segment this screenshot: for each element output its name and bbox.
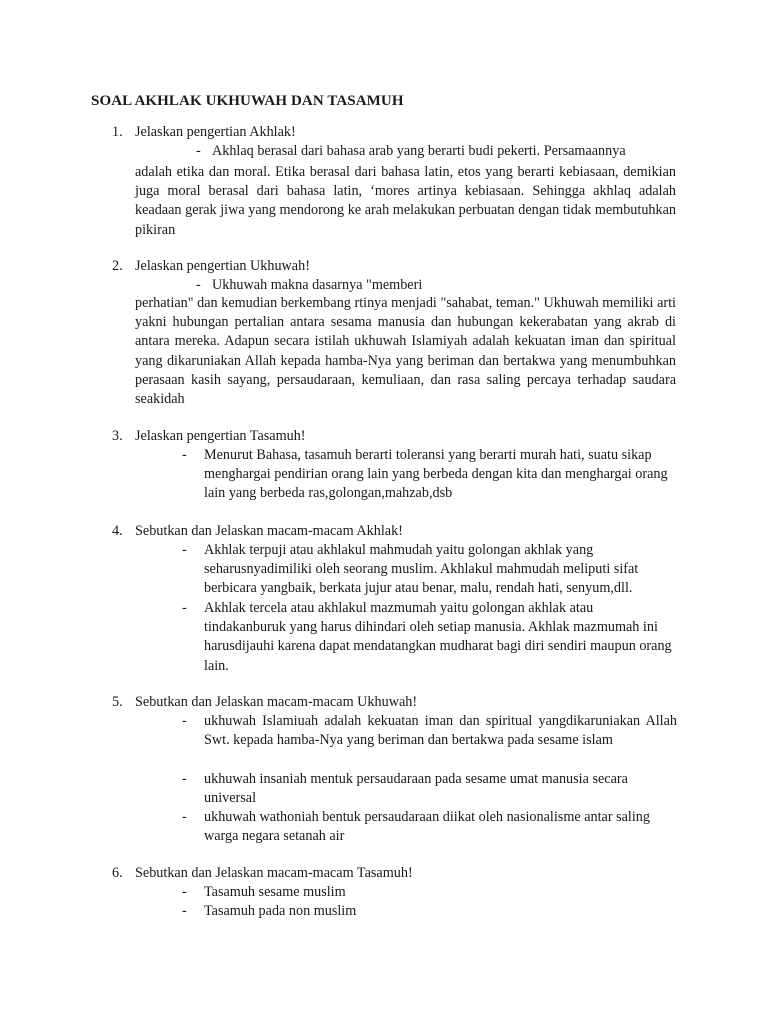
answer-intro: Ukhuwah makna dasarnya "memberi bbox=[212, 277, 423, 294]
question-5 bbox=[0, 693, 768, 845]
question-2 bbox=[0, 257, 768, 408]
question-number: 2. bbox=[112, 258, 123, 274]
answer-bullet bbox=[182, 599, 677, 676]
bullet-text: Akhlak tercela atau akhlakul mazmumah yaitu golongan akhlak atau tindakanburuk yang harus dihindari oleh setiap manusia. Akhlak mazmumah ini harusdijauhi karena dapat mendatangkan mudharat bagi diri sendiri maupun orang lain. bbox=[204, 600, 672, 674]
question-number: 4. bbox=[112, 523, 123, 539]
question-number: 6. bbox=[112, 865, 123, 881]
answer-dash: - bbox=[196, 143, 201, 160]
question-1 bbox=[0, 123, 768, 238]
question-number: 1. bbox=[112, 124, 123, 140]
bullet-dash: - bbox=[182, 542, 187, 558]
bullet-text: Tasamuh sesame muslim bbox=[204, 884, 346, 900]
question-text: Sebutkan dan Jelaskan macam-macam Tasamuh! bbox=[135, 865, 413, 881]
bullet-dash: - bbox=[182, 903, 187, 919]
answer-bullet bbox=[182, 712, 677, 750]
page-title: SOAL AKHLAK UKHUWAH DAN TASAMUH bbox=[91, 93, 404, 109]
bullet-dash: - bbox=[182, 600, 187, 616]
question-text: Jelaskan pengertian Akhlak! bbox=[135, 124, 296, 140]
bullet-text: Tasamuh pada non muslim bbox=[204, 903, 357, 919]
bullet-text: ukhuwah wathoniah bentuk persaudaraan diikat oleh nasionalisme antar saling warga negara setanah air bbox=[204, 809, 650, 845]
question-4 bbox=[0, 522, 768, 674]
bullet-dash: - bbox=[182, 771, 187, 787]
answer-bullet bbox=[182, 541, 677, 599]
question-text: Sebutkan dan Jelaskan macam-macam Ukhuwah! bbox=[135, 694, 418, 710]
bullet-dash: - bbox=[182, 713, 187, 729]
question-text: Jelaskan pengertian Tasamuh! bbox=[135, 428, 306, 444]
bullet-text: ukhuwah insaniah mentuk persaudaraan pada sesame umat manusia secara universal bbox=[204, 771, 628, 807]
answer-dash: - bbox=[196, 277, 201, 294]
answer-bullet bbox=[182, 446, 677, 504]
bullet-dash: - bbox=[182, 884, 187, 900]
question-6 bbox=[0, 864, 768, 919]
answer-bullet bbox=[182, 883, 677, 902]
answer-paragraph: adalah etika dan moral. Etika berasal dari bahasa latin, etos yang berarti kebiasaan, demikian juga moral berasal dari bahasa latin, ‘mores artinya kebiasaan. Sehingga akhlaq adalah keadaan gerak jiwa yang mendorong ke arah melakukan perbuatan dengan tidak membutuhkan pikiran bbox=[135, 164, 676, 238]
question-3 bbox=[0, 427, 768, 502]
bullet-text: Akhlak terpuji atau akhlakul mahmudah yaitu golongan akhlak yang seharusnyadimiliki oleh seorang muslim. Akhlakul mahmudah meliputi sifat berbicara yangbaik, berkata jujur atau benar, malu, rendah hati, senyum,dll. bbox=[204, 542, 639, 597]
question-text: Jelaskan pengertian Ukhuwah! bbox=[135, 258, 310, 274]
answer-bullet bbox=[182, 808, 677, 846]
question-text: Sebutkan dan Jelaskan macam-macam Akhlak! bbox=[135, 523, 403, 539]
bullet-text: Menurut Bahasa, tasamuh berarti toleransi yang berarti murah hati, suatu sikap menghargai pendirian orang lain yang berbeda dengan kita dan menghargai orang lain yang berbeda ras,golongan,mahzab,dsb bbox=[204, 447, 668, 502]
bullet-text: ukhuwah Islamiuah adalah kekuatan iman dan spiritual yangdikaruniakan Allah Swt. kepada hamba-Nya yang beriman dan bertakwa pada sesame islam bbox=[204, 713, 677, 749]
bullet-dash: - bbox=[182, 809, 187, 825]
question-number: 5. bbox=[112, 694, 123, 710]
answer-intro: Akhlaq berasal dari bahasa arab yang berarti budi pekerti. Persamaannya bbox=[212, 143, 626, 160]
answer-bullet bbox=[182, 902, 677, 921]
question-number: 3. bbox=[112, 428, 123, 444]
bullet-dash: - bbox=[182, 447, 187, 463]
answer-paragraph: perhatian" dan kemudian berkembang rtinya menjadi "sahabat, teman." Ukhuwah memiliki arti yakni hubungan pertalian antara sesama manusia dan hubungan kekerabatan yang akrab di antara mereka. Adapun secara istilah ukhuwah Islamiyah adalah kekuatan iman dan spiritual yang dikaruniakan Allah kepada hamba-Nya yang beriman dan bertakwa yang menumbuhkan perasaan kasih sayang, persaudaraan, kemuliaan, dan rasa saling percaya terhadap saudara seakidah bbox=[135, 295, 676, 408]
answer-bullet bbox=[182, 770, 677, 808]
